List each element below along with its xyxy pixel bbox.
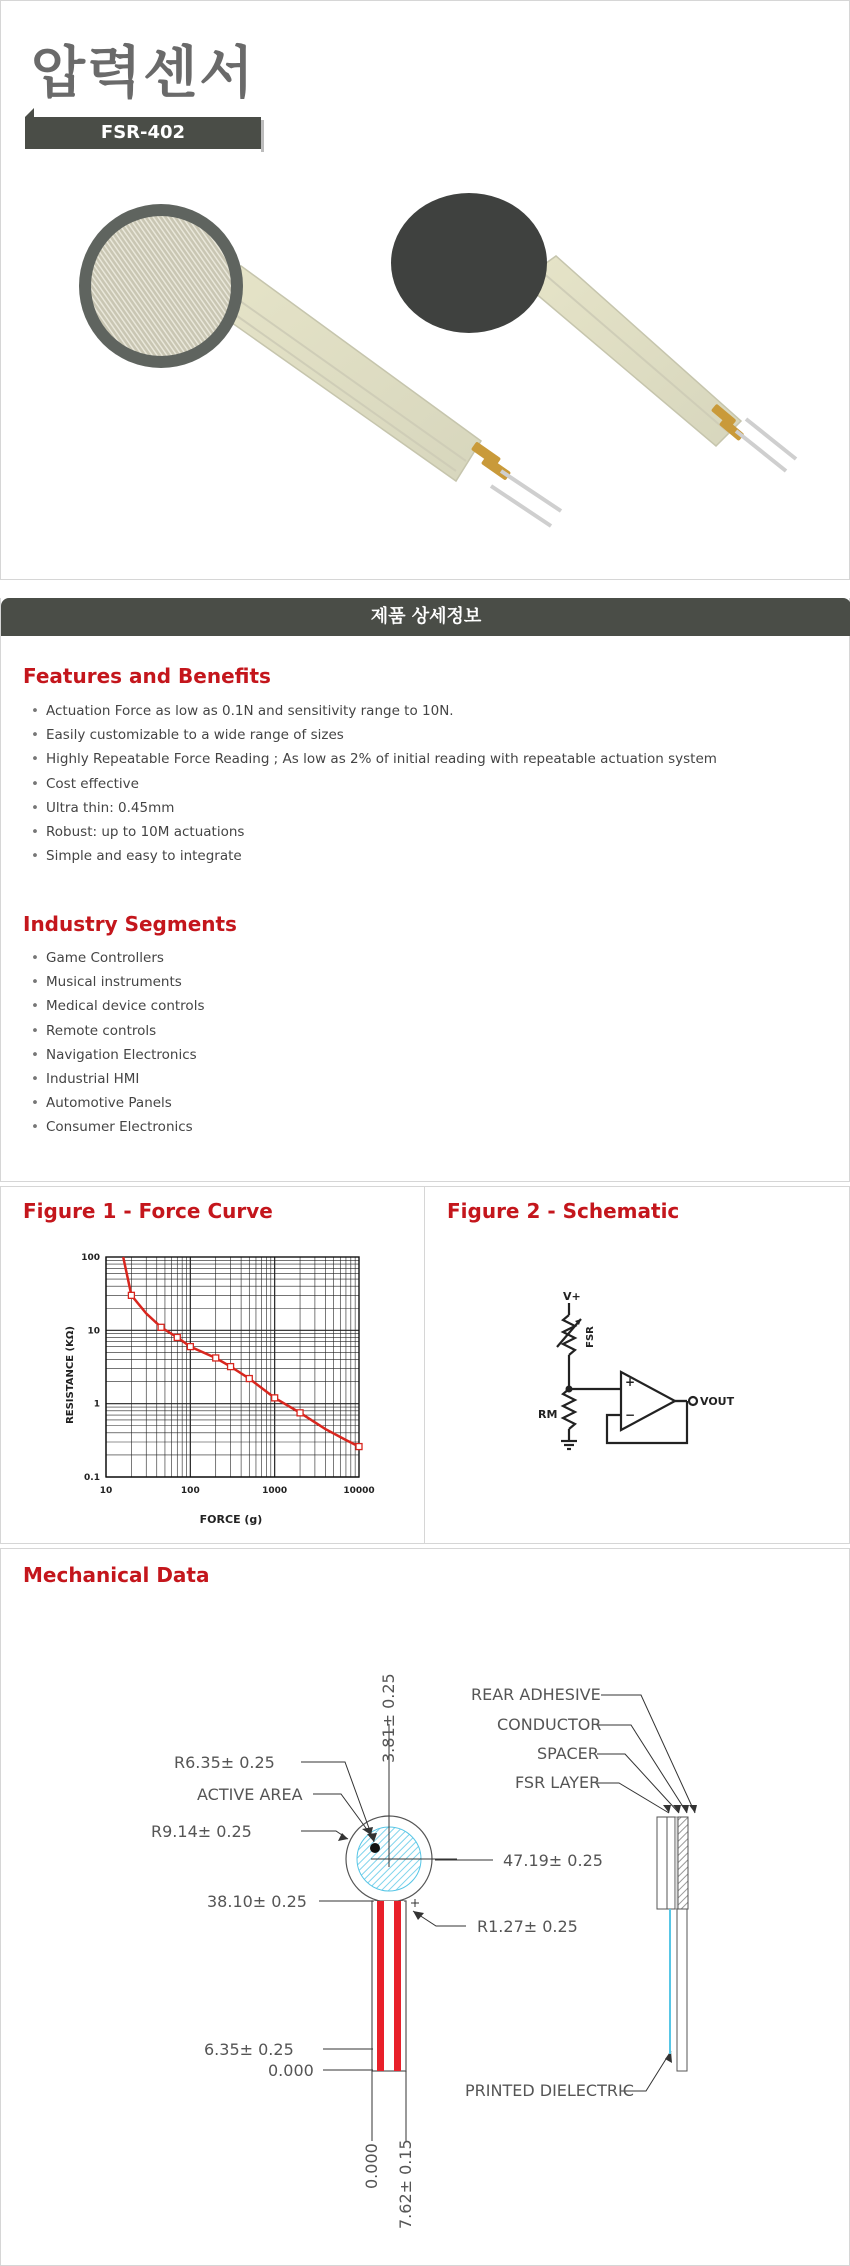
- data-point: [246, 1376, 252, 1382]
- layer-side-view: [657, 1817, 688, 2071]
- list-item: • Game Controllers: [31, 946, 204, 970]
- y-tick-label: 1: [93, 1399, 100, 1410]
- plus-label: +: [625, 1375, 636, 1389]
- data-point: [174, 1334, 180, 1340]
- schematic-diagram: [425, 1187, 850, 1545]
- layer-rear-adhesive: REAR ADHESIVE: [471, 1685, 601, 1704]
- layer-spacer: SPACER: [537, 1744, 599, 1763]
- vplus-label: V+: [563, 1290, 581, 1303]
- model-label: FSR-402: [100, 122, 186, 143]
- list-item: • Automotive Panels: [31, 1091, 204, 1115]
- list-item: • Ultra thin: 0.45mm: [31, 796, 717, 820]
- features-title: Features and Benefits: [23, 664, 271, 688]
- figure2-title: Figure 2 - Schematic: [447, 1199, 680, 1223]
- figure1-panel: [0, 1186, 425, 1544]
- rm-label: RM: [538, 1408, 558, 1421]
- list-item: • Industrial HMI: [31, 1067, 204, 1091]
- product-header-panel: [0, 0, 850, 580]
- list-item: • Navigation Electronics: [31, 1043, 204, 1067]
- dim-7-62: 7.62± 0.15: [396, 2139, 415, 2229]
- sensor-outline: [346, 1787, 457, 2071]
- industry-title: Industry Segments: [23, 912, 237, 936]
- mechanical-title: Mechanical Data: [23, 1563, 210, 1587]
- list-item: • Simple and easy to integrate: [31, 844, 717, 868]
- x-tick-label: 1000: [262, 1486, 288, 1496]
- data-point: [213, 1355, 219, 1361]
- trace-right: [394, 1901, 401, 2071]
- data-point: [272, 1395, 278, 1401]
- industry-list: [31, 946, 204, 1140]
- dim-47-19: 47.19± 0.25: [503, 1851, 603, 1870]
- y-tick-label: 100: [81, 1253, 100, 1263]
- active-area-label: ACTIVE AREA: [197, 1785, 303, 1804]
- y-axis-label: RESISTANCE (KΩ): [65, 1326, 76, 1424]
- trace-left: [377, 1901, 384, 2071]
- dim-6-35: 6.35± 0.25: [204, 2040, 294, 2059]
- list-item: • Remote controls: [31, 1019, 204, 1043]
- product-photo: [1, 1, 850, 581]
- x-tick-label: 100: [180, 1486, 200, 1496]
- data-point: [228, 1364, 234, 1370]
- dim-r9-14: R9.14± 0.25: [151, 1822, 252, 1841]
- detail-bar: 제품 상세정보: [1, 598, 850, 636]
- page-title: 압력센서: [31, 41, 256, 106]
- list-item: • Actuation Force as low as 0.1N and sensitivity range to 10N.: [31, 699, 717, 723]
- vout-label: VOUT: [700, 1395, 735, 1408]
- list-item: • Consumer Electronics: [31, 1115, 204, 1139]
- dim-38-10: 38.10± 0.25: [207, 1892, 307, 1911]
- list-item: • Musical instruments: [31, 970, 204, 994]
- layer-printed-dielectric: PRINTED DIELECTRIC: [465, 2081, 634, 2100]
- x-axis-label: FORCE (g): [199, 1513, 263, 1526]
- list-item: • Cost effective: [31, 772, 717, 796]
- force-curve-chart: [1, 1187, 426, 1545]
- data-point: [187, 1344, 193, 1350]
- mechanical-panel: [0, 1548, 850, 2266]
- figure1-title: Figure 1 - Force Curve: [23, 1199, 273, 1223]
- list-item: • Easily customizable to a wide range of sizes: [31, 723, 717, 747]
- x-tick-label: 10000: [343, 1486, 375, 1496]
- features-list: [31, 699, 717, 868]
- fsr-label: FSR: [585, 1326, 596, 1348]
- dim-r6-35: R6.35± 0.25: [174, 1753, 275, 1772]
- data-point: [297, 1410, 303, 1416]
- minus-label: −: [625, 1408, 636, 1422]
- chart-ticks: [81, 1253, 374, 1496]
- product-detail-panel: [0, 598, 850, 1182]
- y-tick-label: 10: [87, 1326, 100, 1337]
- list-item: • Medical device controls: [31, 994, 204, 1018]
- layer-fsr: FSR LAYER: [515, 1773, 601, 1792]
- dim-r1-27: R1.27± 0.25: [477, 1917, 578, 1936]
- figure2-panel: [424, 1186, 850, 1544]
- x-tick-label: 10: [99, 1486, 113, 1496]
- y-tick-label: 0.1: [84, 1473, 100, 1483]
- data-point: [158, 1324, 164, 1330]
- list-item: • Highly Repeatable Force Reading ; As low as 2% of initial reading with repeatable actuation system: [31, 747, 717, 771]
- mechanical-drawing: [1, 1549, 850, 2266]
- data-point: [128, 1292, 134, 1298]
- data-point: [356, 1444, 362, 1450]
- layer-conductor: CONDUCTOR: [497, 1715, 602, 1734]
- dim-zero-x: 0.000: [362, 2143, 381, 2189]
- list-item: • Robust: up to 10M actuations: [31, 820, 717, 844]
- dim-3-81: 3.81± 0.25: [379, 1673, 398, 1763]
- dim-zero-y: 0.000: [268, 2061, 314, 2080]
